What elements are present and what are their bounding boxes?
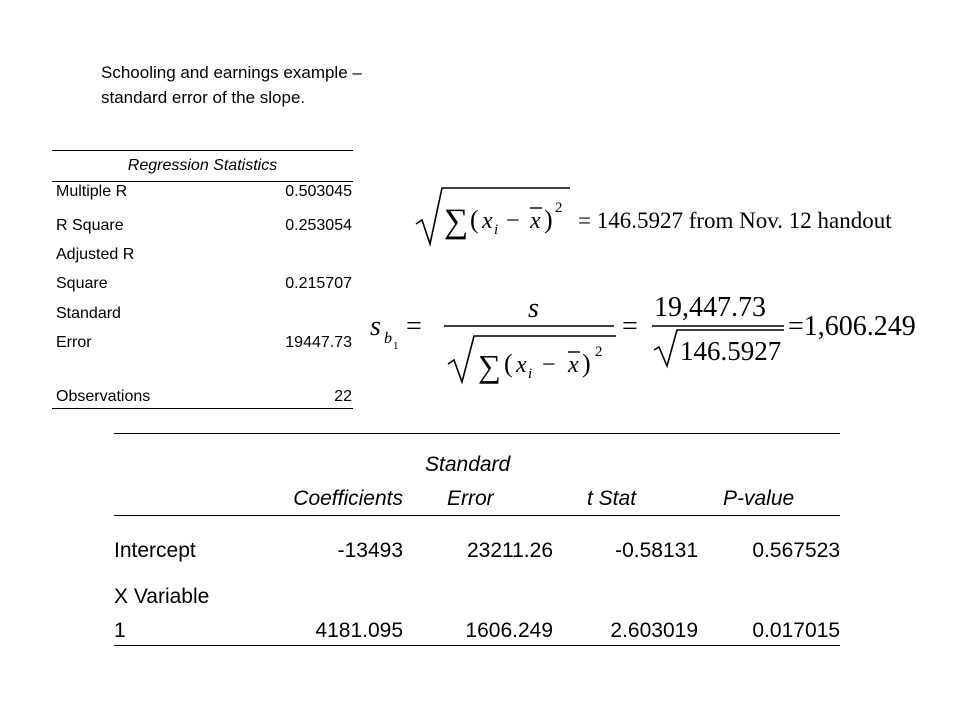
cell-standard-error: 1606.249	[465, 619, 553, 642]
svg-text:2: 2	[555, 200, 563, 216]
svg-text:): )	[544, 205, 553, 234]
stats-label-line2: Error	[56, 334, 92, 351]
svg-text:=: =	[406, 311, 422, 342]
numerator-s: s	[528, 293, 539, 324]
cell-coefficient: -13493	[337, 539, 403, 562]
caption-line-2: standard error of the slope.	[101, 88, 306, 107]
cell-coefficient: 4181.095	[315, 619, 403, 642]
svg-text:i: i	[494, 222, 499, 238]
svg-text:x: x	[568, 352, 579, 378]
cell-standard-error: 23211.26	[466, 539, 553, 562]
svg-text:(: (	[470, 205, 479, 234]
svg-text:x: x	[482, 208, 493, 234]
lhs-sub-1: 1	[393, 340, 399, 352]
coef-header-rule	[114, 515, 840, 516]
stats-value: 19447.73	[285, 334, 352, 351]
stats-label: Multiple R	[56, 183, 128, 200]
lhs-sub-b: b	[384, 330, 392, 347]
stats-label: Observations	[56, 388, 151, 405]
stats-label-line1: Standard	[56, 305, 121, 322]
cell-t-stat: -0.58131	[615, 539, 698, 562]
stats-label-line1: Adjusted R	[56, 246, 135, 263]
svg-text:−: −	[506, 208, 520, 234]
svg-text:−: −	[542, 352, 556, 378]
regression-statistics-header: Regression Statistics	[52, 150, 353, 182]
svg-text:): )	[582, 349, 591, 378]
row-label: Intercept	[114, 539, 196, 562]
stats-value: 0.503045	[285, 183, 352, 200]
cell-t-stat: 2.603019	[610, 619, 698, 642]
svg-text:x: x	[516, 352, 527, 378]
slope-standard-error-result: =1,606.249	[788, 311, 916, 342]
sum-of-squares-result: = 146.5927 from Nov. 12 handout	[578, 208, 892, 233]
header-t-stat: t Stat	[587, 487, 637, 510]
svg-text:=: =	[622, 311, 638, 342]
header-coefficients: Coefficients	[293, 487, 403, 510]
stats-value: 0.215707	[285, 275, 352, 292]
row-label-line1: X Variable	[114, 585, 210, 608]
stats-value: 0.253054	[285, 217, 352, 234]
stats-bottom-rule	[52, 408, 353, 409]
numerator-value: 19,447.73	[654, 292, 766, 323]
header-p-value: P-value	[723, 487, 795, 510]
coef-top-rule	[114, 433, 840, 434]
lhs-s: s	[370, 311, 381, 342]
slide-caption	[101, 60, 362, 110]
stats-label-line2: Square	[56, 275, 108, 292]
denominator-value: 146.5927	[680, 336, 782, 366]
row-label-line2: 1	[114, 619, 126, 642]
cell-p-value: 0.567523	[752, 539, 840, 562]
coef-bottom-rule	[114, 645, 840, 646]
svg-text:2: 2	[595, 344, 603, 360]
svg-text:x: x	[530, 208, 541, 234]
svg-text:∑: ∑	[478, 348, 501, 384]
sum-symbol: ∑	[444, 203, 469, 240]
stats-label: R Square	[56, 217, 124, 234]
sum-of-squares-formula	[412, 180, 942, 257]
header-error: Error	[447, 487, 494, 510]
regression-statistics-table	[52, 150, 353, 405]
stats-value: 22	[334, 388, 352, 405]
standard-error-of-slope-formula	[364, 280, 944, 395]
caption-line-1: Schooling and earnings example –	[101, 63, 362, 82]
svg-text:(: (	[504, 349, 513, 378]
svg-text:i: i	[528, 366, 533, 382]
cell-p-value: 0.017015	[752, 619, 840, 642]
header-standard: Standard	[425, 453, 511, 476]
